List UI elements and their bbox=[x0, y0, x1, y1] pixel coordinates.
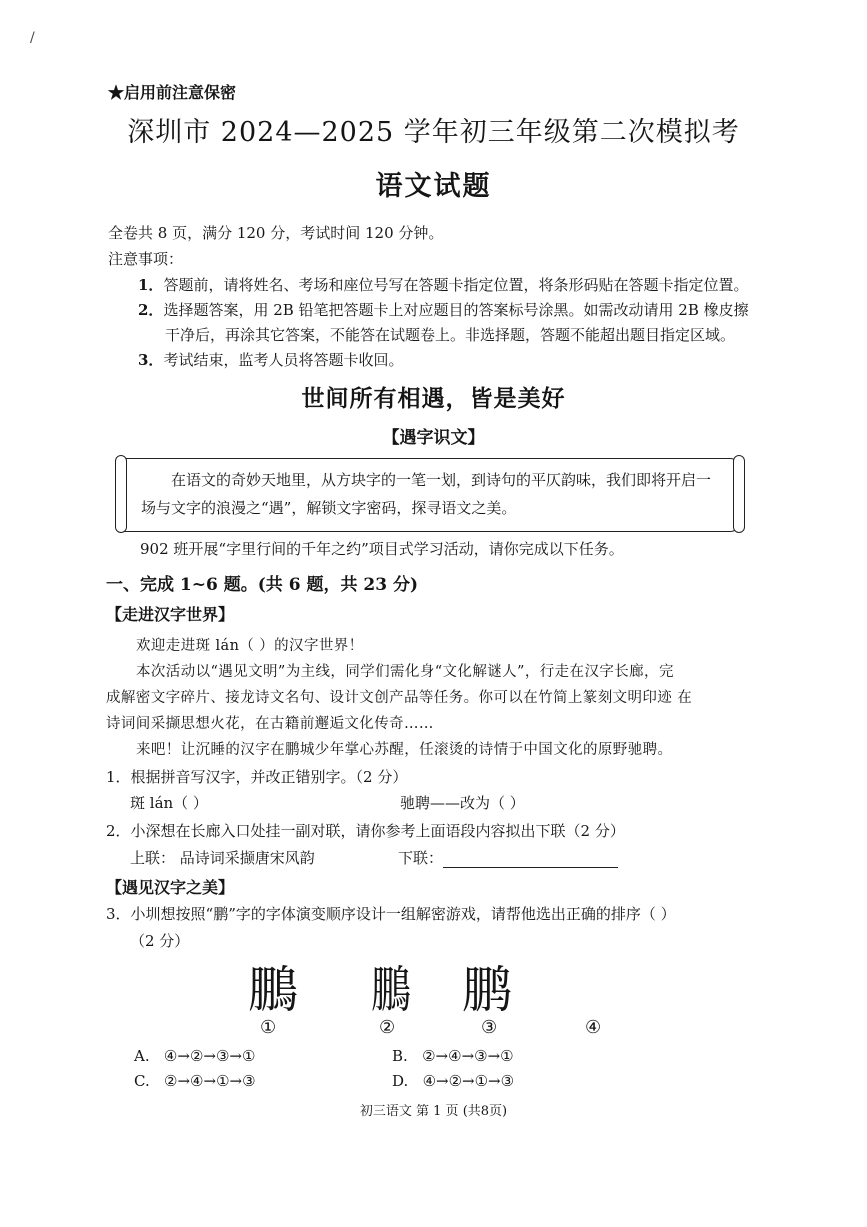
section-heading: 【遇字识文】 bbox=[382, 428, 485, 448]
glyph-regular: 鵬 bbox=[248, 961, 298, 1019]
exam-title: 深圳市 2024—2025 学年初三年级第二次模拟考 bbox=[127, 117, 740, 148]
note-item bbox=[138, 299, 749, 320]
scroll-text-line: 场与文字的浪漫之“遇”，解锁文字密码，探寻语文之美。 bbox=[141, 499, 517, 517]
option-key: B. bbox=[392, 1047, 408, 1065]
note-text: 选择题答案，用 2B 铅笔把答题卡上对应题目的答案标号涂黑。如需改动请用 2B 橡皮擦 bbox=[163, 301, 749, 319]
note-text: 答题前，请将姓名、考场和座位号写在答题卡指定位置，将条形码贴在答题卡指定位置。 bbox=[163, 276, 749, 294]
passage-line: 成解密文字碎片、接龙诗文名句、设计文创产品等任务。你可以在竹简上篆刻文明印迹 在 bbox=[106, 690, 693, 706]
option-value: ④→②→①→③ bbox=[422, 1072, 515, 1090]
option-value: ②→④→①→③ bbox=[164, 1072, 256, 1090]
option-c bbox=[134, 1072, 256, 1090]
note-item-continued bbox=[165, 324, 735, 345]
passage-line: 本次活动以“遇见文明”为主线，同学们需化身“文化解谜人”，行走在汉字长廊，完 bbox=[136, 664, 674, 680]
note-text: 干净后，再涂其它答案，不能答在试题卷上。非选择题，答题不能超出题目指定区域。 bbox=[165, 326, 736, 344]
block-heading: 【走进汉字世界】 bbox=[106, 605, 235, 624]
option-key: A. bbox=[134, 1047, 150, 1065]
note-number: 2． bbox=[138, 301, 164, 319]
notes-title: 注意事项： bbox=[108, 250, 184, 268]
note-item bbox=[138, 274, 748, 295]
couplet-upper: 上联： 品诗词采撷唐宋风韵 bbox=[130, 849, 315, 867]
glyph-label: ④ bbox=[585, 1017, 602, 1038]
part-heading: 一、完成 1~6 题。(共 6 题，共 23 分) bbox=[106, 575, 418, 595]
passage-line: 欢迎走进斑 lán（ ）的汉字世界！ bbox=[136, 638, 364, 654]
question-1-blank-b: 驰聘——改为（ ） bbox=[400, 794, 525, 812]
note-item bbox=[138, 349, 403, 370]
note-number: 1． bbox=[138, 276, 164, 294]
scroll-frame bbox=[120, 458, 740, 532]
question-3-score: （2 分） bbox=[130, 932, 190, 950]
question-1: 1．根据拼音写汉字，并改正错别字。（2 分） bbox=[106, 768, 408, 786]
passage-line: 诗词间采撷思想火花，在古籍前邂逅文化传奇…… bbox=[106, 716, 434, 732]
block-heading: 【遇见汉字之美】 bbox=[106, 878, 235, 897]
scroll-text-line: 在语文的奇妙天地里，从方块字的一笔一划，到诗句的平仄韵味，我们即将开启一 bbox=[171, 471, 712, 489]
question-1-blank-a: 斑 lán（ ） bbox=[130, 794, 208, 812]
glyph-label: ② bbox=[379, 1017, 396, 1038]
exam-subject: 语文试题 bbox=[375, 171, 492, 202]
confidential-notice: ★启用前注意保密 bbox=[108, 83, 237, 102]
option-b bbox=[392, 1047, 514, 1065]
exam-summary: 全卷共 8 页，满分 120 分，考试时间 120 分钟。 bbox=[108, 224, 444, 242]
glyph-seal: 鵬 bbox=[371, 961, 411, 1019]
scroll-curl-left bbox=[115, 455, 127, 533]
glyph-label: ③ bbox=[481, 1017, 498, 1038]
answer-line bbox=[443, 853, 618, 868]
activity-intro: 902 班开展“字里行间的千年之约”项目式学习活动，请你完成以下任务。 bbox=[140, 540, 624, 558]
passage-line: 来吧！让沉睡的汉字在鹏城少年掌心苏醒，任滚烫的诗情于中国文化的原野驰聘。 bbox=[136, 742, 673, 758]
glyph-simplified: 鹏 bbox=[462, 961, 512, 1019]
option-d bbox=[392, 1072, 514, 1090]
option-a bbox=[134, 1047, 255, 1065]
page-footer: 初三语文 第 1 页 (共8页) bbox=[359, 1104, 508, 1119]
note-number: 3． bbox=[138, 351, 164, 369]
scroll-curl-right bbox=[733, 455, 745, 533]
couplet-lower bbox=[398, 847, 618, 868]
question-3: 3．小圳想按照“鹏”字的字体演变顺序设计一组解密游戏，请帮他选出正确的排序（ ） bbox=[106, 905, 676, 923]
glyph-label: ① bbox=[260, 1017, 277, 1038]
option-value: ②→④→③→① bbox=[422, 1047, 514, 1065]
stray-mark: / bbox=[30, 30, 35, 46]
note-text: 考试结束，监考人员将答题卡收回。 bbox=[163, 351, 404, 369]
couplet-lower-label: 下联： bbox=[398, 849, 444, 867]
option-key: C. bbox=[134, 1072, 150, 1090]
option-key: D. bbox=[392, 1072, 409, 1090]
theme-title: 世间所有相遇，皆是美好 bbox=[301, 385, 566, 412]
question-2: 2．小深想在长廊入口处挂一副对联，请你参考上面语段内容拟出下联（2 分） bbox=[106, 822, 625, 840]
option-value: ④→②→③→① bbox=[163, 1047, 256, 1065]
